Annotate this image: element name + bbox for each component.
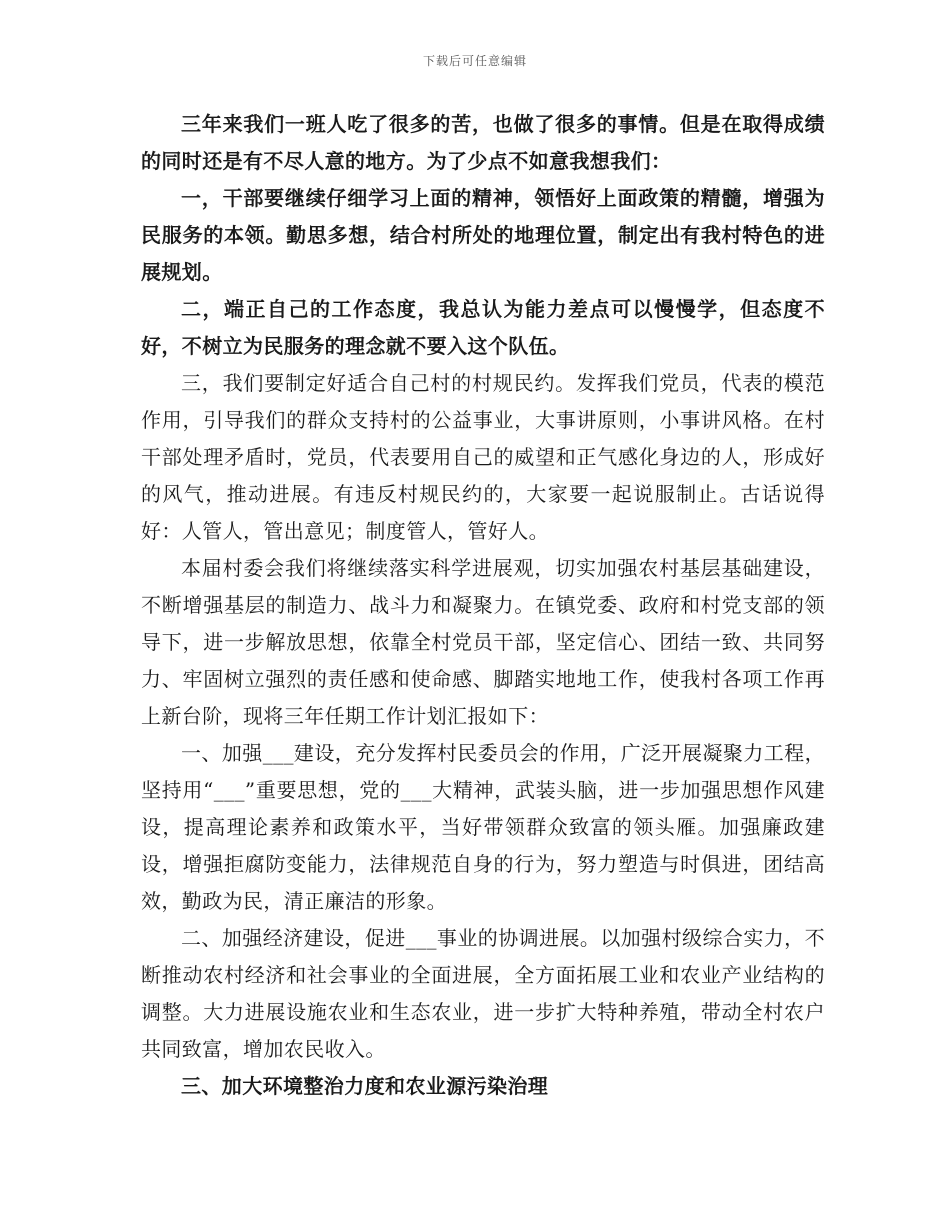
paragraph-point-2: 二，端正自己的工作态度，我总认为能力差点可以慢慢学，但态度不好，不树立为民服务的理念就不要入这个队伍。 [141,297,825,358]
document-body [141,106,825,1105]
paragraph-plan-3-heading: 三、加大环境整治力度和农业源污染治理 [181,1074,549,1098]
paragraph-plan-1: 一、加强___建设，充分发挥村民委员会的作用，广泛开展凝聚力工程，坚持用“___”重要思想，党的___大精神，武装头脑，进一步加强思想作风建设，提高理论素养和政策水平，当好带领群众致富的领头雁。加强廉政建设，增强拒腐防变能力，法律规范自身的行为，努力塑造与时俱进，团结高效，勤政为民，清正廉洁的形象。 [141,741,825,913]
paragraph-point-3: 三，我们要制定好适合自己村的村规民约。发挥我们党员，代表的模范作用，引导我们的群众支持村的公益事业，大事讲原则，小事讲风格。在村干部处理矛盾时，党员，代表要用自己的威望和正气感化身边的人，形成好的风气，推动进展。有违反村规民约的，大家要一起说服制止。古话说得好：人管人，管出意见；制度管人，管好人。 [141,371,825,543]
paragraph-plan-intro: 本届村委会我们将继续落实科学进展观，切实加强农村基层基础建设，不断增强基层的制造力、战斗力和凝聚力。在镇党委、政府和村党支部的领导下，进一步解放思想，依靠全村党员干部，坚定信心、团结一致、共同努力、牢固树立强烈的责任感和使命感、脚踏实地地工作，使我村各项工作再上新台阶，现将三年任期工作计划汇报如下： [141,556,825,728]
page-header: 下载后可任意编辑 [422,54,527,68]
paragraph-point-1: 一，干部要继续仔细学习上面的精神，领悟好上面政策的精髓，增强为民服务的本领。勤思多想，结合村所处的地理位置，制定出有我村特色的进展规划。 [141,186,825,284]
paragraph-plan-2: 二、加强经济建设，促进___事业的协调进展。以加强村级综合实力，不断推动农村经济和社会事业的全面进展，全方面拓展工业和农业产业结构的调整。大力进展设施农业和生态农业，进一步扩大特种养殖，带动全村农户共同致富，增加农民收入。 [141,926,825,1061]
paragraph-intro: 三年来我们一班人吃了很多的苦，也做了很多的事情。但是在取得成绩的同时还是有不尽人意的地方。为了少点不如意我想我们： [141,112,825,173]
